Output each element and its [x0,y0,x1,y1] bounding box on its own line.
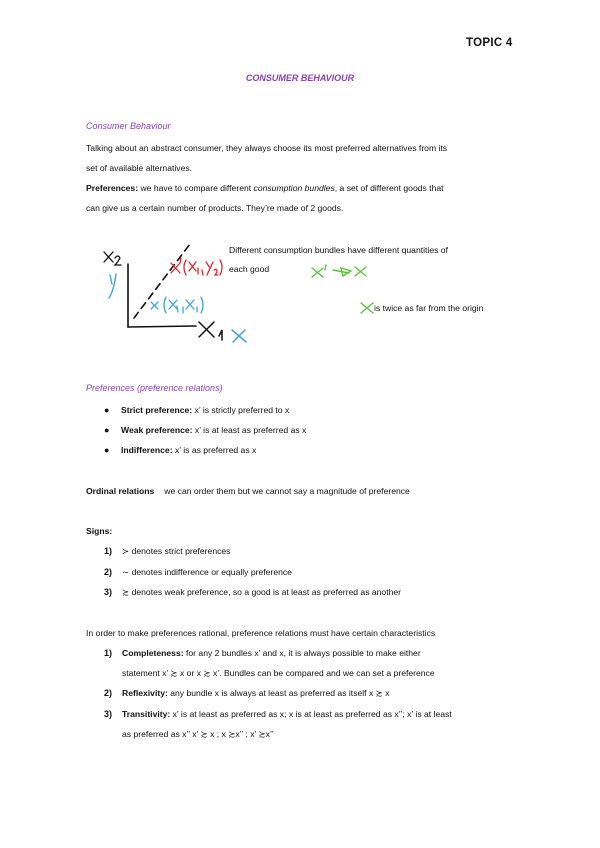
sign-number: 1) [104,546,113,556]
transitivity-text: x’ is at least as preferred as x; x is at least as preferred as x’’; x’ is at least [170,709,452,719]
ordinal-label: Ordinal relations [86,486,155,496]
reflexivity-line [122,688,390,699]
bullet-marker: ● [104,405,110,415]
sign-indifference: ∼ denotes indifference or equally preference [122,567,292,577]
consumption-bundles-term: consumption bundles [253,183,335,193]
bullet-marker: ● [104,445,110,455]
ordinal-relations-line [86,486,410,496]
bullet-marker: ● [104,425,110,435]
property-number: 2) [104,688,113,698]
intro-line-1: Talking about an abstract consumer, they always choose its most preferred alternatives from its [86,143,448,153]
bullet-text: x’ is at least as preferred as x [192,425,307,435]
signs-label: Signs: [86,526,113,536]
property-number: 1) [104,648,113,658]
sign-strict: ≻ denotes strict preferences [122,546,231,556]
figure-caption-line-2: each good [229,264,270,274]
blue-bundle-x [151,297,203,313]
topic-label: TOPIC 4 [466,37,513,49]
bullet-text: x’ is as preferred as x [172,445,257,455]
bullet-label: Weak preference: [121,425,193,435]
rationality-intro: In order to make preferences rational, preference relations must have certain characteristics [86,628,436,638]
completeness-line-2: statement x’ ≿ x or x ≿ x’. Bundles can be compared and we can set a preference [122,668,435,678]
bullet-label: Indifference: [121,445,173,455]
diagram-x-axis [128,326,196,327]
handwritten-x2-label [104,252,121,265]
reflexivity-text: any bundle x is always at least as preferred as itself x ≿ x [167,688,390,698]
transitivity-label: Transitivity: [122,709,171,719]
ordinal-text: we can order them but we cannot say a magnitude of preference [164,486,410,496]
bullet-label: Strict preference: [121,405,193,415]
page-title: CONSUMER BEHAVIOUR [245,73,355,83]
preferences-label: Preferences: [86,183,139,193]
transitivity-line-2: as preferred as x’’ x’ ≿ x ; x ≿x’’ ; x’ ≿x’’ [122,729,274,739]
sign-number: 3) [104,587,113,597]
completeness-text: for any 2 bundles x’ and x, it is always possible to make either [183,648,421,658]
preferences-line-2: can give us a certain number of products. They’re made of 2 goods. [86,203,344,213]
property-number: 3) [104,709,113,719]
red-bundle-x-prime [171,258,222,275]
green-comparison [312,265,366,277]
completeness-label: Completeness: [122,648,184,658]
preferences-text-b: , a set of different goods that [334,183,444,193]
figure-note: is twice as far from the origin [374,303,484,313]
bullet-strict-preference [104,405,289,415]
handwritten-y-label [109,274,116,298]
green-x-marker [361,303,373,313]
bullet-weak-preference [104,425,306,435]
completeness-line-1 [122,648,514,658]
transitivity-line-1 [122,709,514,719]
diagram-dashed-ray [134,244,190,318]
bullet-indifference [104,445,256,455]
sign-weak: ≿ denotes weak preference, so a good is at least as preferred as another [122,587,402,597]
bullet-text: x’ is strictly preferred to x [192,405,290,415]
intro-line-2: set of available alternatives. [86,163,193,173]
section-heading-preference-relations: Preferences (preference relations) [86,383,223,393]
figure-caption-line-1: Different consumption bundles have different quantities of [229,245,448,255]
sign-number: 2) [104,567,113,577]
reflexivity-label: Reflexivity: [122,688,168,698]
handwritten-x1-label [199,322,222,340]
preferences-text-a: we have to compare different [138,183,254,193]
section-heading-consumer-behaviour: Consumer Behaviour [86,121,171,131]
handwritten-blue-x [232,330,246,342]
